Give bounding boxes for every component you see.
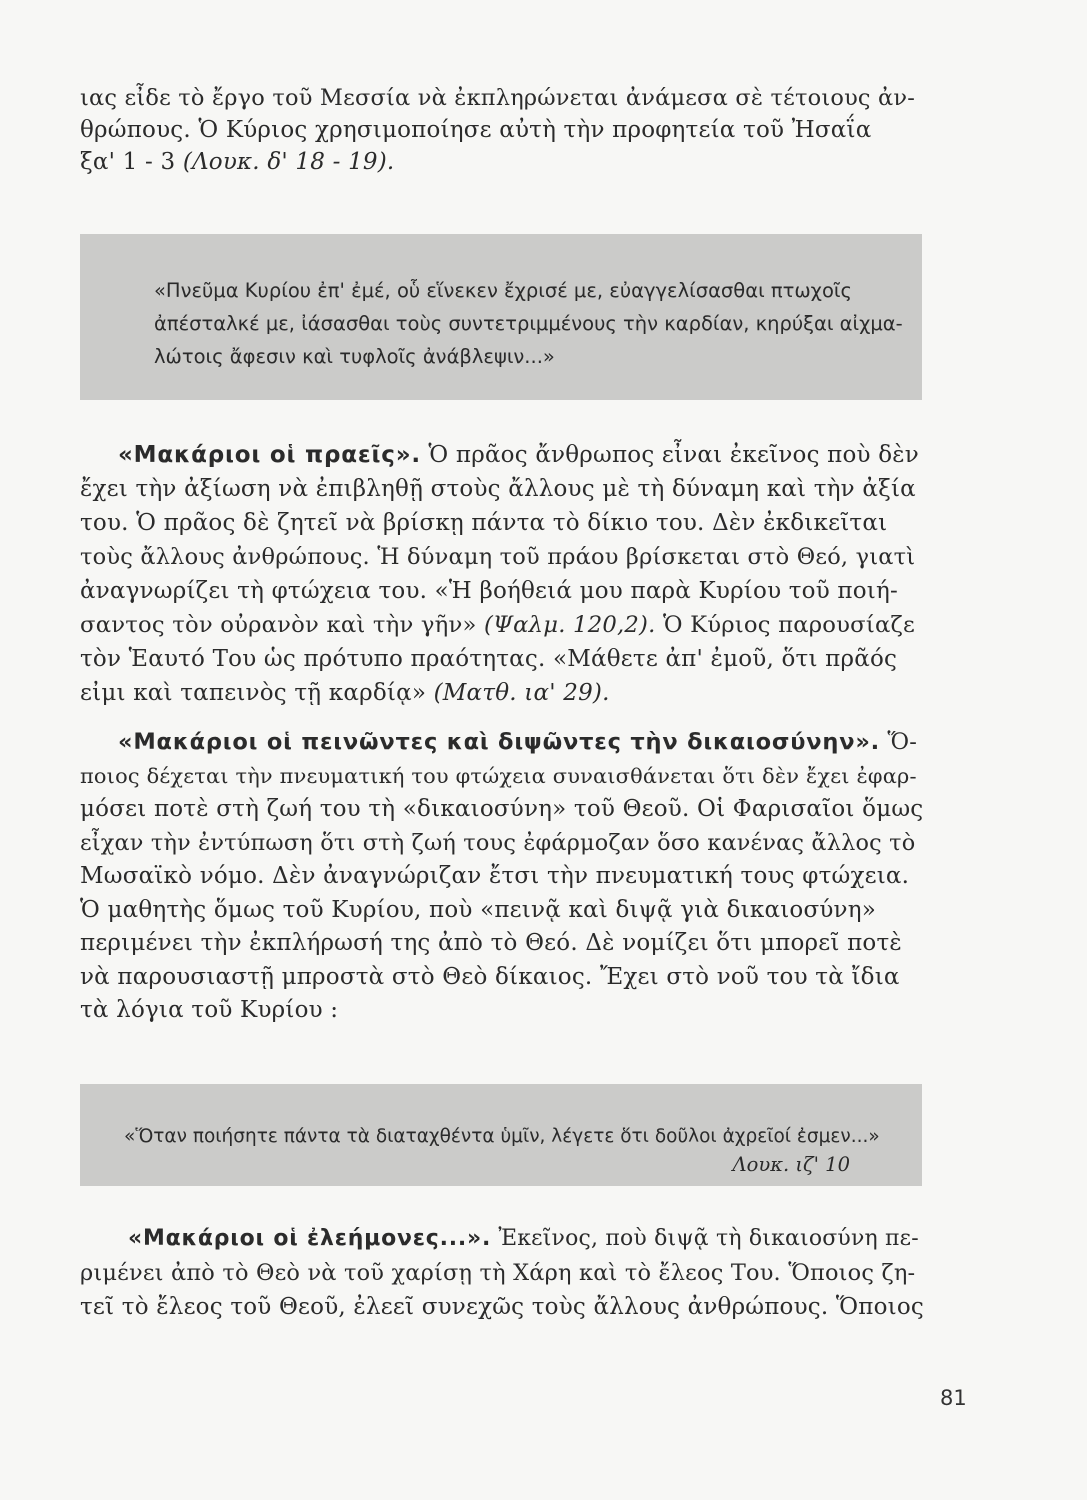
text-line: του. Ὁ πρᾶος δὲ ζητεῖ νὰ βρίσκῃ πάντα τὸ δίκιο του. Δὲν ἐκδικεῖται (80, 510, 888, 536)
text-line: ιας εἶδε τὸ ἔργο τοῦ Μεσσία νὰ ἐκπληρώνεται ἀνάμεσα σὲ τέτοιους ἀν- (80, 85, 916, 111)
text-line: ἔχει τὴν ἀξίωση νὰ ἐπιβληθῇ στοὺς ἄλλους μὲ τὴ δύναμη καὶ τὴν ἀξία (80, 476, 916, 502)
scripture-reference: (Ματθ. ια' 29). (433, 680, 610, 706)
text-line: θρώπους. Ὁ Κύριος χρησιμοποίησε αὐτὴ τὴν προφητεία τοῦ Ἠσαΐα (80, 117, 872, 143)
text-fragment: Ὅ- (880, 729, 918, 755)
text-line (80, 1222, 924, 1256)
text-line (80, 726, 924, 760)
text-line: Μωσαϊκὸ νόμο. Δὲν ἀναγνώριζαν ἔτσι τὴν πνευματική τους φτώχεια. (80, 863, 910, 889)
quote-line: λώτοις ἄφεσιν καὶ τυφλοῖς ἀνάβλεψιν...» (154, 345, 555, 368)
quote-line: ἀπέσταλκέ με, ἰάσασθαι τοὺς συντετριμμένους τὴν καρδίαν, κηρύξαι αἰχμα- (154, 312, 903, 335)
scripture-reference: (Ψαλμ. 120,2). (483, 612, 656, 638)
text-fragment: Ὁ πρᾶος ἄνθρωπος εἶναι ἐκεῖνος ποὺ δὲν (420, 442, 919, 468)
paragraph-1 (80, 82, 924, 178)
text-line (80, 146, 924, 178)
page-number: 81 (940, 1386, 967, 1410)
text-line: ἀναγνωρίζει τὴ φτώχεια του. «Ἡ βοήθειά μου παρὰ Κυρίου τοῦ ποιή- (80, 578, 898, 604)
text-fragment: σαντος τὸν οὐρανὸν καὶ τὴν γῆν» (80, 612, 484, 638)
text-fragment: εἰμι καὶ ταπεινὸς τῇ καρδίᾳ» (80, 680, 434, 706)
quote-box-1 (80, 234, 922, 400)
beatitude-heading: «Μακάριοι οἱ ἐλεήμονες...». (128, 1226, 492, 1251)
text-line (80, 608, 924, 642)
text-fragment: Ἐκεῖνος, ποὺ διψᾷ τὴ δικαιοσύνη πε- (491, 1226, 919, 1251)
beatitude-heading: «Μακάριοι οἱ πραεῖς». (118, 442, 421, 468)
text-line: ριμένει ἀπὸ τὸ Θεὸ νὰ τοῦ χαρίσῃ τὴ Χάρη καὶ τὸ ἔλεος Του. Ὅποιος ζη- (80, 1260, 916, 1286)
text-line: τὸν Ἑαυτό Του ὡς πρότυπο πραότητας. «Μάθετε ἀπ' ἐμοῦ, ὅτι πρᾶός (80, 646, 898, 672)
text-line: τοὺς ἄλλους ἀνθρώπους. Ἡ δύναμη τοῦ πράου βρίσκεται στὸ Θεό, γιατὶ (80, 544, 916, 570)
text-line: νὰ παρουσιαστῇ μπροστὰ στὸ Θεὸ δίκαιος. Ἔχει στὸ νοῦ του τὰ ἴδια (80, 963, 900, 990)
beatitude-heading: «Μακάριοι οἱ πεινῶντες καὶ διψῶντες τὴν δικαιοσύνην». (118, 729, 881, 755)
text-line: ποιος δέχεται τὴν πνευματική του φτώχεια συναισθάνεται ὅτι δὲν ἔχει ἐφαρ- (80, 763, 917, 788)
text-fragment: ξα' 1 - 3 (80, 149, 183, 175)
text-line: Ὁ μαθητὴς ὅμως τοῦ Κυρίου, ποὺ «πεινᾷ καὶ διψᾷ γιὰ δικαιοσύνη» (80, 896, 876, 923)
text-line: περιμένει τὴν ἐκπλήρωσή της ἀπὸ τὸ Θεό. Δὲ νομίζει ὅτι μπορεῖ ποτὲ (80, 930, 902, 956)
text-line: μόσει ποτὲ στὴ ζωή του τὴ «δικαιοσύνη» τοῦ Θεοῦ. Οἱ Φαρισαῖοι ὅμως (80, 796, 924, 822)
quote-box-2 (80, 1084, 922, 1186)
quote-line: «Πνεῦμα Κυρίου ἐπ' ἐμέ, οὗ εἵνεκεν ἔχρισέ με, εὐαγγελίσασθαι πτωχοῖς (154, 279, 852, 302)
text-line: εἶχαν τὴν ἐντύπωση ὅτι στὴ ζωή τους ἐφάρμοζαν ὅσο κανένας ἄλλος τὸ (80, 829, 916, 856)
text-line (80, 676, 924, 710)
paragraph-4 (80, 1222, 924, 1324)
paragraph-3 (80, 726, 924, 1028)
quote-line: «Ὅταν ποιήσητε πάντα τὰ διαταχθέντα ὑμῖν, λέγετε ὅτι δοῦλοι ἀχρεῖοί ἐσμεν...» (124, 1126, 880, 1147)
text-line: τεῖ τὸ ἔλεος τοῦ Θεοῦ, ἐλεεῖ συνεχῶς τοὺς ἄλλους ἀνθρώπους. Ὅποιος (80, 1294, 924, 1320)
text-line (80, 438, 924, 472)
scripture-reference: (Λουκ. δ' 18 - 19). (182, 149, 395, 175)
text-line: τὰ λόγια τοῦ Κυρίου : (80, 997, 339, 1023)
scripture-reference: Λουκ. ιζ' 10 (732, 1153, 850, 1176)
text-fragment: Ὁ Κύριος παρουσίαζε (655, 612, 915, 638)
paragraph-2 (80, 438, 924, 710)
